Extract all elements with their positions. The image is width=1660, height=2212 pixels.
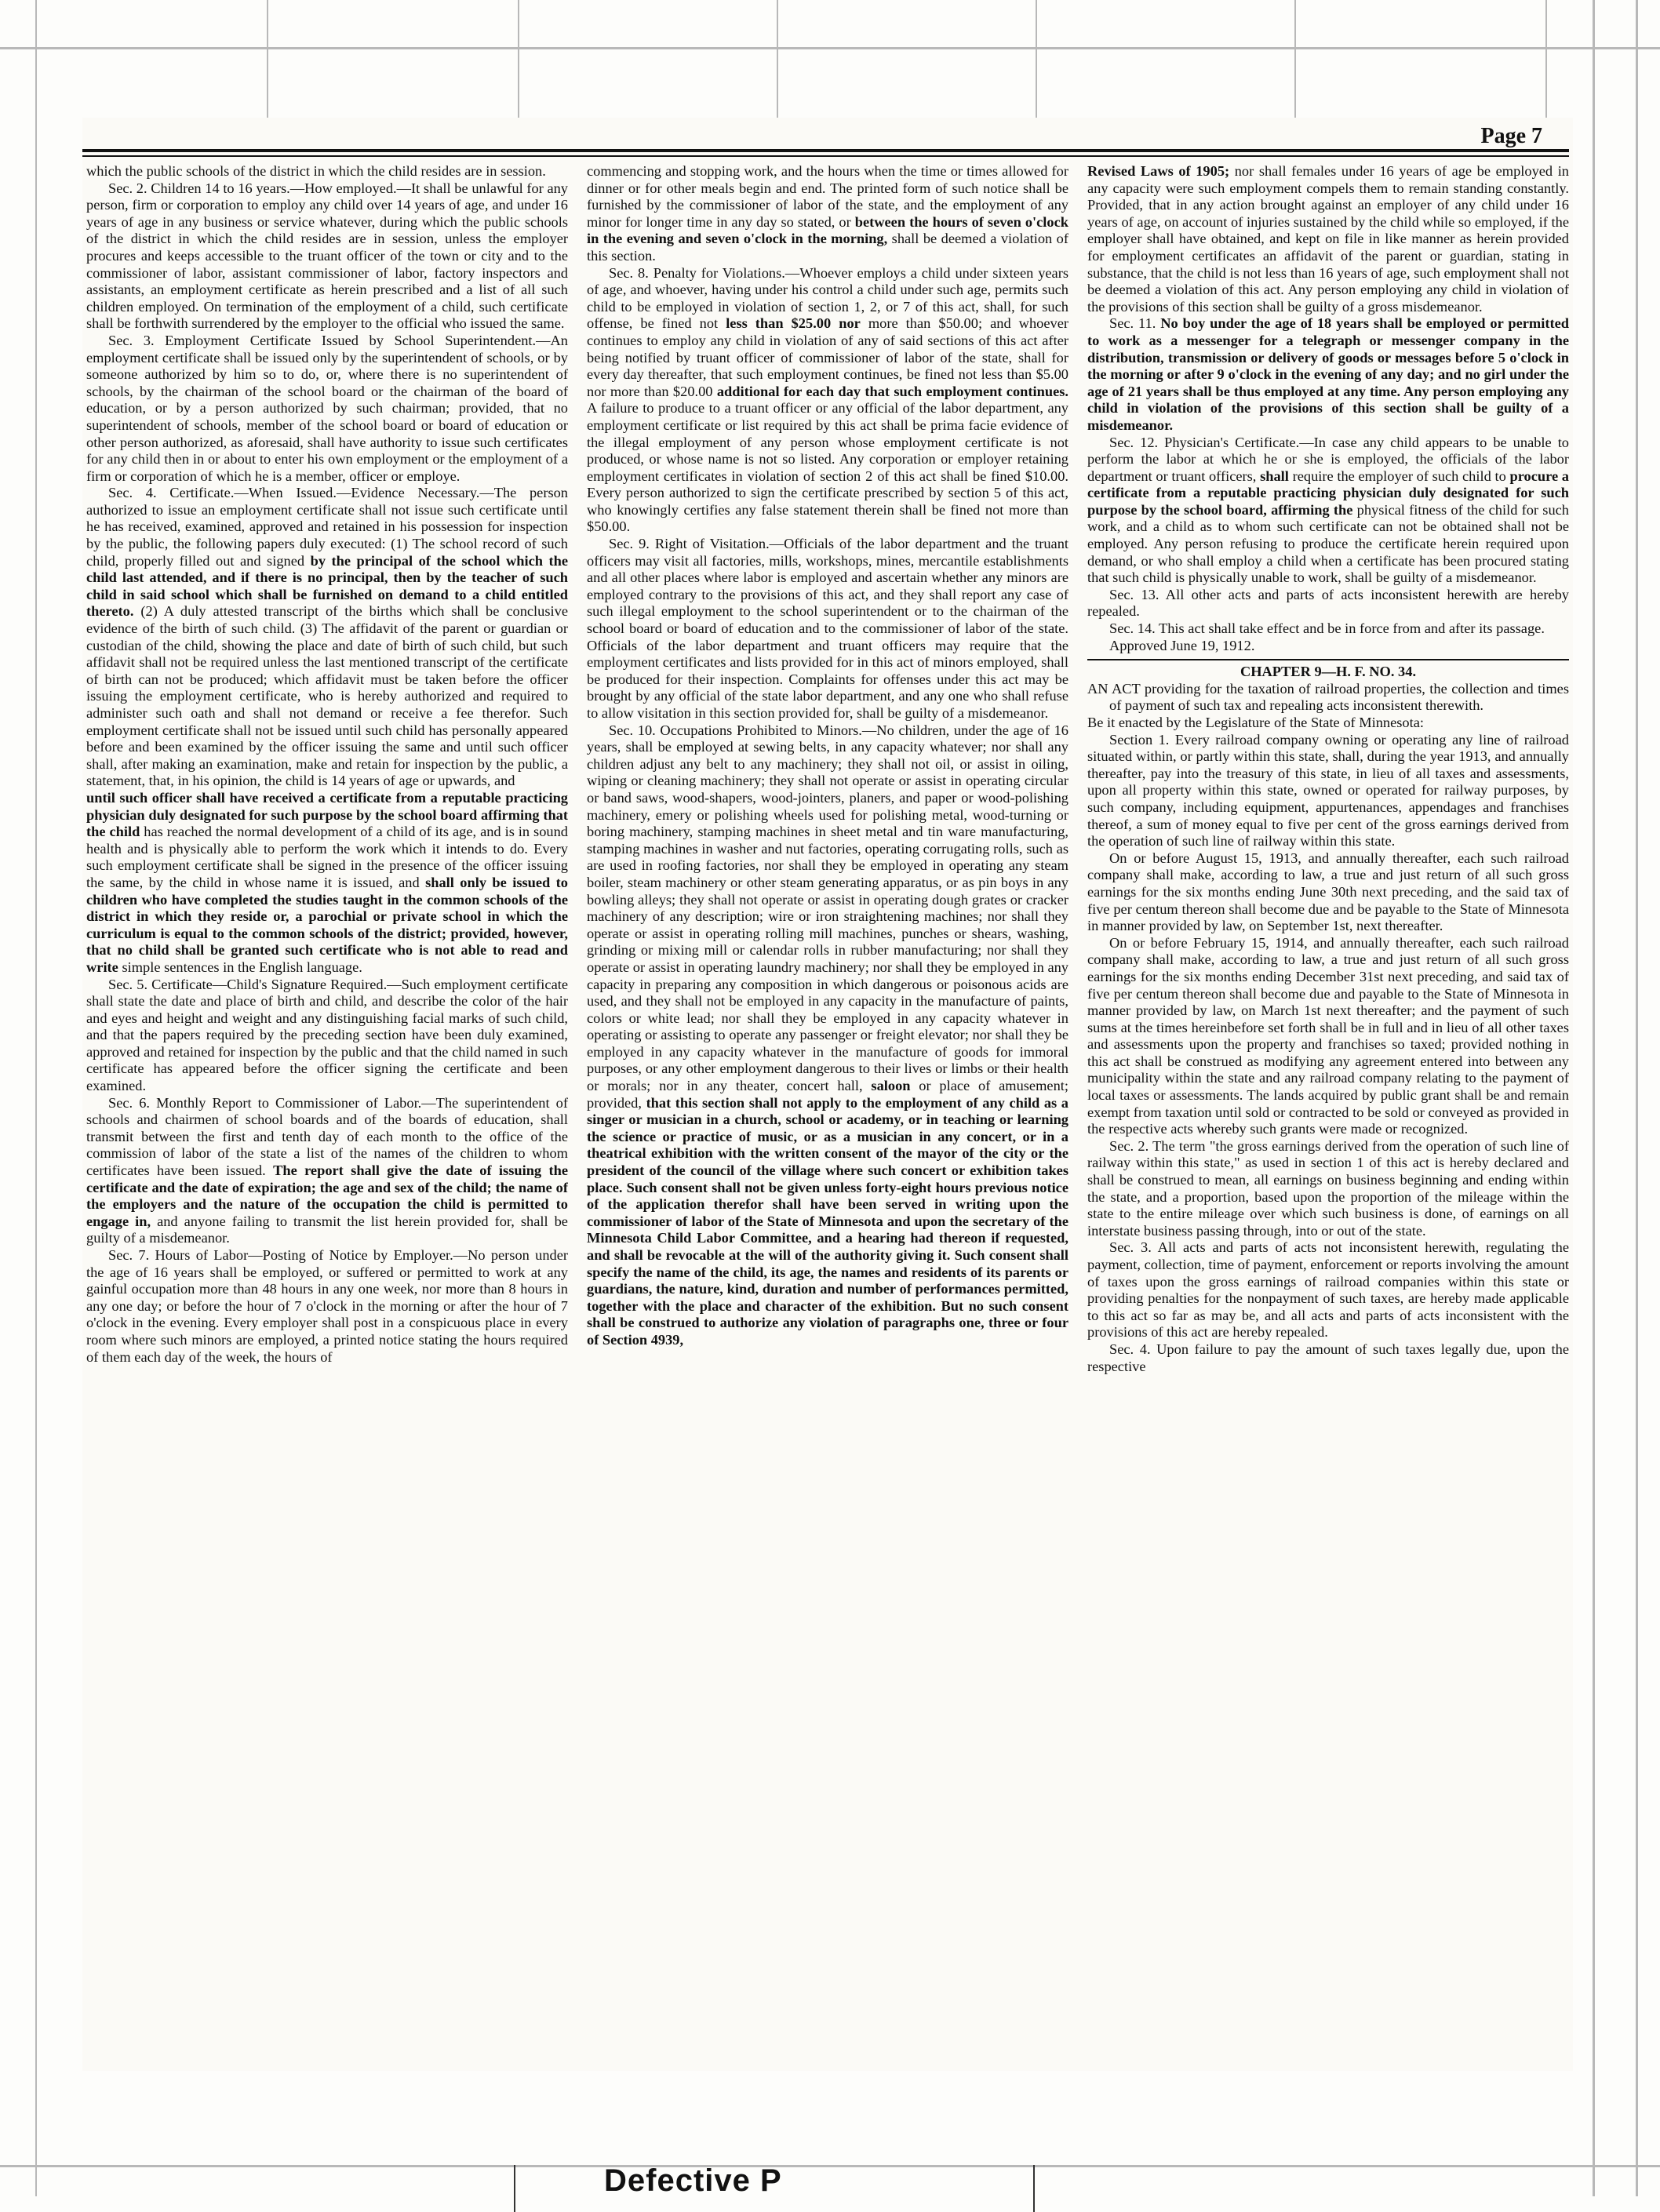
grid-line (777, 0, 778, 118)
text-run: Sec. 14. This act shall take effect and be in force from and after its passage. (1109, 620, 1545, 637)
bold-text: saloon (871, 1078, 911, 1094)
text-run: Sec. 10. Occupations Prohibited to Minors.—No children, under the age of 16 years, shall be employed at sewing belts, in any capacity whatever; nor shall any children adjust any belt to any machinery; they shall not oil, or assist in oiling, wiping or cleaning machinery; they shall not operate or assist in operating circular or band saws, wood-shapers, wood-jointers, planers, and paper or wood-polishing machinery, emery or polishing wheels used for polishing metal, wood-turning or boring machinery, stamping machines in sheet metal and tin ware manufacturing, stamping machines in washer and nut factories, operating corrugating rolls, such as are used in roofing factories, nor shall they be employed in operating any steam boiler, steam machinery or other steam generating apparatus, or as pin boys in any bowling alleys; they shall not operate or assist in operating dough grates or cracker machinery of any description; wire or iron straightening machines; nor shall they operate or assist in operating rolling mill machines, punches or shears, washing, grinding or mixing mill or calendar rolls in rubber manufacturing; nor shall they operate or assist in operating laundry machinery; nor shall they be employed in any capacity in preparing any composition in which dangerous or poisonous acids are used, and they shall not be employed in any capacity in the manufacture of paints, colors or white lead; nor shall they be employed in any capacity whatever in operating or assisting to operate any passenger or freight elevator; nor shall they be employed in any capacity whatever in the manufacture of goods for immoral purposes, or any other employment dangerous to their lives or limbs or their health or morals; nor in any theater, concert hall, (587, 722, 1068, 1094)
paragraph (86, 1247, 568, 1366)
column-2 (587, 163, 1068, 1983)
text-run: shall be deemed a violation of this section. (587, 231, 1068, 264)
column-1 (86, 163, 568, 1983)
defective-page-label: Defective P (604, 2163, 782, 2198)
section-rule (1087, 659, 1569, 660)
paragraph (86, 180, 568, 333)
text-run: has reached the normal development of a child of its age, and is in sound health and is physically able to perform the work which it intends to do. Every such employment certificate shall be signed in the presence of the officer issuing the same, by the child in whose name it is issued, and (86, 824, 568, 890)
text-run: Sec. 9. Right of Visitation.—Officials of the labor department and the truant officers may visit all factories, mills, workshops, mines, mercantile establishments and all other places where labor is employed and ascertain whether any minors are employed contrary to the provisions of this act, and they shall report any case of such illegal employment to the school superintendent or to the chairman of the school board or board of education and to the commissioner of labor of the state. Officials of the labor department and truant officers may require that the employment certificates and lists provided for in this act of minors employed, shall be produced for their inspection. Complaints for offenses under this act may be brought by any official of the state labor department, and any one who shall refuse to allow visitation in this section provided for, shall be guilty of a misdemeanor. (587, 536, 1068, 721)
text-run: Sec. 4. Certificate.—When Issued.—Evidence Necessary.—The person authorized to issue an employment certificate shall not issue such certificate until he has received, examined, approved and retained in his possession for inspection by the public, the following papers duly executed: (1) The school record of such child, properly filled out and signed (86, 485, 568, 569)
page-number: Page 7 (1480, 124, 1542, 148)
bold-text: between the hours of seven o'clock in the evening and seven o'clock in the morning, (587, 213, 1068, 247)
paragraph (587, 265, 1068, 537)
text-run: Sec. 12. Physician's Certificate.—In case any child appears to be unable to perform the labor at which he or she is employed, the officials of the labor department or truant officers, (1087, 434, 1569, 484)
paragraph (1087, 1138, 1569, 1240)
paragraph (1087, 435, 1569, 587)
text-run: Be it enacted by the Legislature of the State of Minnesota: (1087, 715, 1424, 730)
paragraph (86, 790, 568, 977)
header-rule (82, 149, 1569, 152)
text-run: which the public schools of the district in which the child resides are in session. (86, 163, 546, 179)
text-run: physical fitness of the child for such work, and a child as to whom such certificate can not be obtained shall not be employed. Any person refusing to produce the certificate herein required upon demand, or who shall employ a child when a certificate has been procured stating that such child is physically unable to work, shall be guilty of a misdemeanor. (1087, 501, 1569, 586)
text-run: Sec. 7. Hours of Labor—Posting of Notice by Employer.—No person under the age of 16 years shall be employed, or suffered or permitted to work at any gainful occupation more than 48 hours in any one week, nor more than 8 hours in any one day; or before the hour of 7 o'clock in the morning or after the hour of 7 o'clock in the evening. Every employer shall post in a conspicuous place in every room where such minors are employed, a printed notice stating the hours required of them each day of the week, the hours of (86, 1247, 568, 1365)
grid-line (1036, 0, 1037, 118)
grid-line (1545, 0, 1547, 118)
text-run: On or before August 15, 1913, and annually thereafter, each such railroad company shall make, according to law, a true and just return of all such gross earnings for the six months ending June 30th next preceding, and the said tax of five per centum thereon shall become due and be payable to the State of Minnesota in manner provided by law, on September 1st, next thereafter. (1087, 850, 1569, 934)
bold-text: Revised Laws of 1905; (1087, 163, 1230, 179)
grid-line (35, 0, 37, 2196)
paragraph (86, 485, 568, 790)
text-run: Sec. 2. Children 14 to 16 years.—How employed.—It shall be unlawful for any person, firm or corporation to employ any child over 14 years of age, and under 16 years of age in any business or service whatever, during which the public schools of the district in which the child resides are in session, unless the employer procures and keeps accessible to the truant officer of the town or city and to the commissioner of labor, assistant commissioner of labor, factory inspectors and assistants, an employment certificate as herein prescribed and a list of all such children employed. On termination of the employment of a child, such certificate shall be forthwith surrendered by the employer to the official who issued the same. (86, 180, 568, 332)
bold-text: The report shall give the date of issuing the certificate and the date of expiration; the age and sex of the child; the name of the employers and the nature of the occupation the child is permitted to engage in, (86, 1162, 568, 1229)
grid-line (518, 0, 519, 118)
column-3 (1087, 163, 1569, 1983)
text-run: more than $50.00; and whoever continues to employ any child in violation of any of said sections of this act after being notified by truant officer of commissioner of labor of the state, shall for every day thereafter, that such employment continues, be fined not less than $5.00 nor more than $20.00 (587, 315, 1068, 399)
grid-line (267, 0, 268, 118)
text-run: Sec. 4. Upon failure to pay the amount of such taxes legally due, upon the respective (1087, 1341, 1569, 1374)
bold-text: additional for each day that such employment continues. (716, 383, 1068, 399)
text-run: commencing and stopping work, and the hours when the time or times allowed for dinner or for other meals begin and end. The printed form of such notice shall be furnished by the commissioner of labor of the state, and the employment of any minor for longer time in any day so stated, or (587, 163, 1068, 230)
paragraph (1087, 163, 1569, 315)
paragraph (1087, 1341, 1569, 1375)
bold-text: less than $25.00 nor (726, 315, 861, 332)
paragraph (1087, 732, 1569, 850)
text-run: and anyone failing to transmit the list herein provided for, shall be guilty of a misdemeanor. (86, 1213, 568, 1246)
bold-text: by the principal of the school which the child last attended, and if there is no principal, then by the teacher of such child in said school which shall be furnished on demand to a child entitled thereto. (86, 552, 568, 620)
text-run: nor shall females under 16 years of age be employed in any capacity were such employment compels them to remain standing constantly. Provided, that in any action brought against an employer of any child under 16 years of age, on account of injuries sustained by the child while so employed, if the employer shall have obtained, and kept on file in like manner as herein provided for employment certificates an affidavit of the parent or guardian, stating in substance, that the child is not less than 16 years of age, such employment shall not be deemed a violation of this act. Any person employing any child in violation of the provisions of this section shall be guilty of a gross misdemeanor. (1087, 163, 1569, 315)
text-run: Sec. 3. All acts and parts of acts not inconsistent herewith, regulating the payment, collection, time of payment, enforcement or reports involving the amount of taxes upon the gross earnings of railroad companies within this state or providing penalties for the nonpayment of such taxes, are hereby made applicable to this act so far as may be, and all acts and parts of acts inconsistent with the provisions of this act are hereby repealed. (1087, 1239, 1569, 1341)
paragraph (86, 163, 568, 180)
header-rule (82, 155, 1569, 157)
text-run: (2) A duly attested transcript of the births which shall be conclusive evidence of the birth of such child. (3) The affidavit of the parent or guardian or custodian of the child, showing the place and date of birth of such child, but such affidavit shall not be required unless the last mentioned transcript of the certificate of birth can not be produced; which affidavit must be taken before the officer issuing the employment certificate, who is hereby authorized and required to administer such oath and shall not demand or receive a fee therefor. Such employment certificate shall not be issued until such child has personally appeared before and been examined by the officer issuing the same and until such officer shall, after making an examination, make and retain for inspection by the public, a statement, that, in his opinion, the child is 14 years of age or upwards, and (86, 603, 568, 789)
text-run: A failure to produce to a truant officer or any official of the labor department, any employment certificate or list required by this act shall be prima facie evidence of the illegal employment of any person whose employment certificate is not produced, or whose name is not so listed. Any corporation or employer retaining employment certificates in violation of section 2 of this act shall be fined $10.00. Every person authorized to sign the certificate prescribed by section 5 of this act, who knowingly certifies any false statement therein shall be fined not more than $50.00. (587, 400, 1068, 535)
text-run: require the employer of such child to (1292, 468, 1506, 484)
grid-line (1294, 0, 1296, 118)
chapter-heading (1087, 664, 1569, 681)
text-run: Sec. 13. All other acts and parts of acts inconsistent herewith are hereby repealed. (1087, 586, 1569, 620)
bold-text: that this section shall not apply to the employment of any child as a singer or musician in a church, school or academy, or in teaching or learning the science or practice of music, or as a musician in any concert, or in a theatrical exhibition with the written consent of the mayor of the city or the president of the council of the village where such concert or exhibition takes place. Such consent shall not be given unless forty-eight hours previous notice of the application therefor shall have been served in writing upon the commissioner of labor of the State of Minnesota and upon the secretary of the Minnesota Child Labor Committee, and a hearing had thereon if requested, and shall be revocable at the will of the authority giving it. Such consent shall specify the name of the child, its age, the names and residents of its parents or guardians, the nature, kind, duration and number of performances permitted, together with the place and character of the exhibition. But no such consent shall be construed to authorize any violation of paragraphs one, three or four of Section 4939, (587, 1094, 1068, 1348)
text-run: Section 1. Every railroad company owning or operating any line of railroad situated within, or partly within this state, shall, during the year 1913, and annually thereafter, pay into the treasury of this state, in lieu of all taxes and assessments, upon all property within this state, owned or operated for railway purposes, by such company, including equipment, appurtenances, appendages and franchises thereof, a sum of money equal to five per cent of the gross earnings derived from the operation of such line of railway within this state. (1087, 731, 1569, 850)
paragraph (1087, 681, 1569, 715)
paragraph (587, 722, 1068, 1349)
text-run: or place of amusement; provided, (587, 1078, 1068, 1111)
bold-text: shall (1260, 468, 1289, 484)
text-run: simple sentences in the English language. (122, 959, 362, 975)
bold-text: until such officer shall have received a certificate from a reputable practicing physician duly designated for such purpose by the school board affirming that the child (86, 789, 568, 840)
paragraph (86, 333, 568, 485)
text-run: On or before February 15, 1914, and annually thereafter, each such railroad company shall make, according to law, a true and just return of all such gross earnings for the six months ending December 31st next preceding, and said tax of five per centum thereon shall become due and payable to the State of Minnesota in manner provided by law, on March 1st next thereafter; and the payment of such sums at the times hereinbefore set forth shall be in full and in lieu of all other taxes and assessments upon the property and franchises so taxed; provided nothing in this act shall be construed as modifying any agreement entered into between any municipality within the state and any railroad company relating to the payment of local taxes or assessments. The lands acquired by public grant shall be and remain exempt from taxation until sold or contracted to be sold or conveyed as provided in the respective acts whereby such grants were made or recognized. (1087, 934, 1569, 1137)
paragraph (1087, 935, 1569, 1138)
paragraph (1087, 850, 1569, 935)
paragraph (1087, 315, 1569, 434)
text-run: Sec. 11. (1109, 315, 1156, 332)
text-columns (86, 163, 1569, 1983)
text-run: Sec. 8. Penalty for Violations.—Whoever employs a child under sixteen years of age, and whoever, having under his control a child under such age, permits such child to be employed in violation of section 1, 2, or 7 of this act, shall, for such offense, be fined not (587, 264, 1068, 332)
paragraph (1087, 620, 1569, 638)
paragraph (587, 536, 1068, 722)
paragraph (86, 1095, 568, 1247)
paragraph (86, 977, 568, 1095)
bold-text: No boy under the age of 18 years shall be employed or permitted to work as a messenger for a telegraph or messenger company in the distribution, transmission or delivery of goods or messages before 5 o'clock in the morning or after 9 o'clock in the evening of any day; and no girl under the age of 21 years shall be thus employed at any time. Any person employing any child in violation of the provisions of this section shall be guilty of a misdemeanor. (1087, 315, 1569, 433)
text-run: Sec. 6. Monthly Report to Commissioner of Labor.—The superintendent of schools and chairmen of school boards and of the boards of education, shall transmit between the first and tenth day of each month to the office of the commission of labor of the state a list of the names of the children to whom certificates have been issued. (86, 1094, 568, 1179)
paragraph (1087, 1239, 1569, 1341)
text-run: Sec. 3. Employment Certificate Issued by School Superintendent.—An employment certificate shall be issued only by the superintendent of schools, or by someone authorized by him so to do, or, where there is no superintendent of schools, by the chairman of the school board or the chairman of the board of education, or by a person authorized by such chairman; provided, that no superintendent of schools, member of the school board or board of education or other person authorized, as aforesaid, shall have authority to issue such certificates for any child then in or about to enter his own employment or the employment of a firm or corporation of which he is a member, officer or employe. (86, 332, 568, 484)
text-run: Sec. 2. The term "the gross earnings derived from the operation of such line of railway within this state," as used in section 1 of this act is hereby declared and shall be construed to mean, all earnings on business beginning and ending within the state, and a proportion, based upon the proportion of the mileage within the state to the entire mileage over which such business is done, of earnings on all interstate business passing through, into or out of the state. (1087, 1137, 1569, 1239)
text-run: CHAPTER 9—H. F. NO. 34. (1240, 664, 1417, 680)
bold-text: shall only be issued to children who have completed the studies taught in the common schools of the district in which they reside or, a parochial or private school in which the curriculum is equal to the common schools of the district; provided, however, that no child shall be granted such certificate who is not able to read and write (86, 874, 568, 975)
text-run: AN ACT providing for the taxation of railroad properties, the collection and times of payment of such tax and repealing acts inconsistent therewith. (1087, 680, 1569, 714)
text-run: Approved June 19, 1912. (1109, 637, 1255, 653)
bold-text: procure a certificate from a reputable practicing physician duly designated for such purpose by the school board, affirming the (1087, 468, 1569, 518)
text-run: Sec. 5. Certificate—Child's Signature Required.—Such employment certificate shall state the date and place of birth and child, and describe the color of the hair and eyes and height and weight and any distinguishing facial marks of such child, and that the papers required by the preceding section have been duly examined, approved and retained for inspection by the public and that the child named in such certificate has appeared before the officer signing the certificate and been examined. (86, 976, 568, 1094)
paragraph (1087, 715, 1569, 732)
paragraph (587, 163, 1068, 265)
grid-line (1593, 0, 1595, 2196)
paragraph (1087, 587, 1569, 620)
grid-line (1636, 0, 1638, 2196)
paragraph (1087, 638, 1569, 655)
grid-line (0, 47, 1660, 49)
